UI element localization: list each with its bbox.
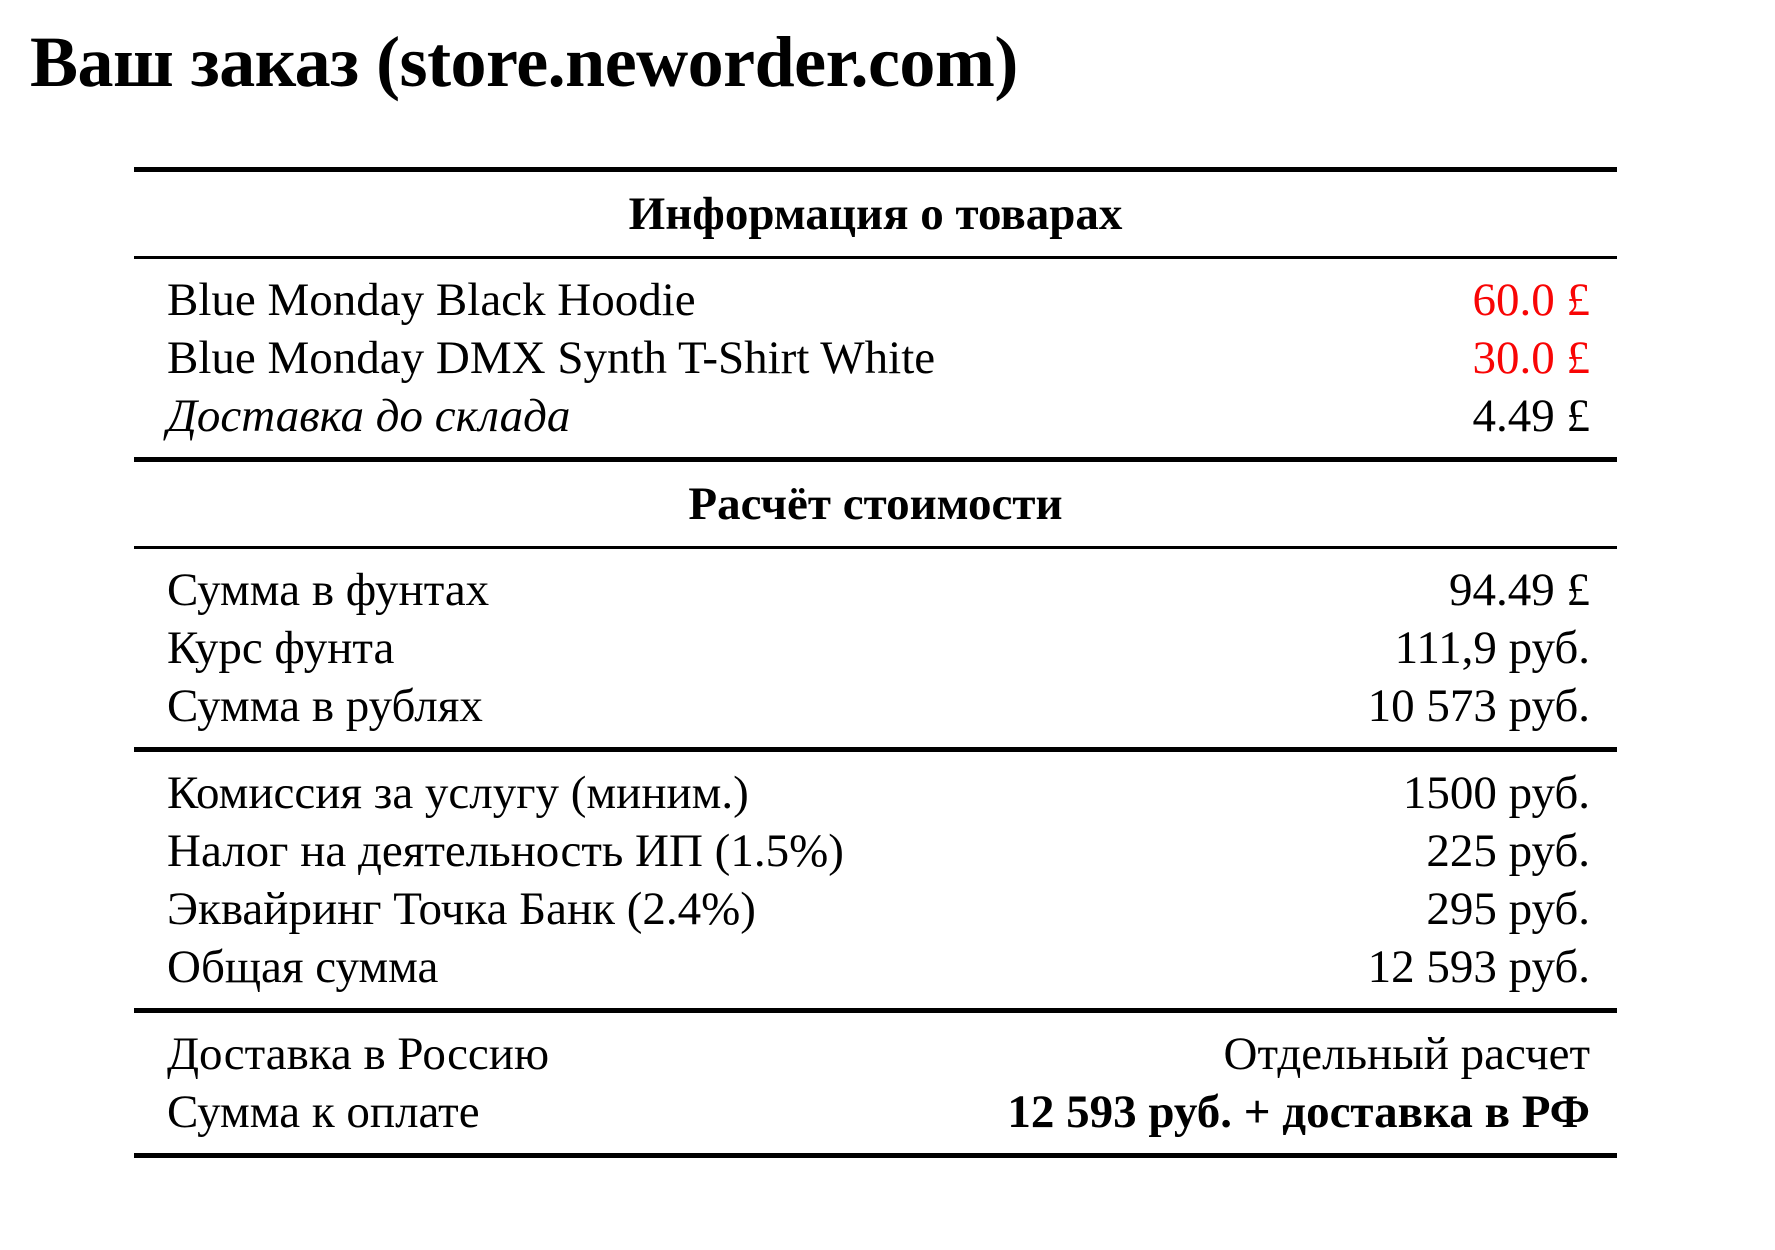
cost-value: 94.49 £ [1449, 563, 1590, 616]
page-title: Ваш заказ (store.neworder.com) [30, 22, 1018, 102]
cost-value: 10 573 руб. [1367, 679, 1590, 732]
item-price: 60.0 £ [1472, 273, 1590, 326]
cost-value: 1500 руб. [1402, 766, 1590, 819]
cost-label: Комиссия за услугу (миним.) [167, 766, 749, 819]
total-label: Общая сумма [167, 940, 439, 993]
cost-row [134, 677, 1617, 735]
section-header-cost-calculation: Расчёт стоимости [134, 462, 1617, 549]
cost-label: Налог на деятельность ИП (1.5%) [167, 824, 844, 877]
payment-rows-group [134, 1013, 1617, 1158]
order-item-row [134, 271, 1617, 329]
order-item-row [134, 329, 1617, 387]
item-name: Blue Monday Black Hoodie [167, 273, 696, 326]
cost-label: Сумма в рублях [167, 679, 483, 732]
item-price: 30.0 £ [1472, 331, 1590, 384]
amount-due-label: Сумма к оплате [167, 1085, 480, 1138]
amount-due-value: 12 593 руб. + доставка в РФ [1007, 1085, 1590, 1138]
delivery-value: Отдельный расчет [1223, 1027, 1590, 1080]
section-header-products: Информация о товарах [134, 172, 1617, 259]
cost-label: Эквайринг Точка Банк (2.4%) [167, 882, 756, 935]
order-summary-table [134, 167, 1617, 1158]
amount-due-row [134, 1083, 1617, 1141]
item-price: 4.49 £ [1472, 389, 1590, 442]
cost-row [134, 619, 1617, 677]
cost-row [134, 880, 1617, 938]
total-value: 12 593 руб. [1367, 940, 1590, 993]
product-rows-group [134, 259, 1617, 462]
delivery-row [134, 1025, 1617, 1083]
item-name: Доставка до склада [167, 389, 571, 442]
cost-value: 111,9 руб. [1394, 621, 1590, 674]
currency-rows-group [134, 549, 1617, 752]
cost-row [134, 561, 1617, 619]
cost-value: 295 руб. [1426, 882, 1590, 935]
cost-label: Сумма в фунтах [167, 563, 490, 616]
cost-row [134, 822, 1617, 880]
cost-label: Курс фунта [167, 621, 395, 674]
delivery-label: Доставка в Россию [167, 1027, 550, 1080]
order-item-row [134, 387, 1617, 445]
cost-row [134, 764, 1617, 822]
cost-value: 225 руб. [1426, 824, 1590, 877]
fees-rows-group [134, 752, 1617, 1013]
total-row [134, 938, 1617, 996]
item-name: Blue Monday DMX Synth T-Shirt White [167, 331, 936, 384]
